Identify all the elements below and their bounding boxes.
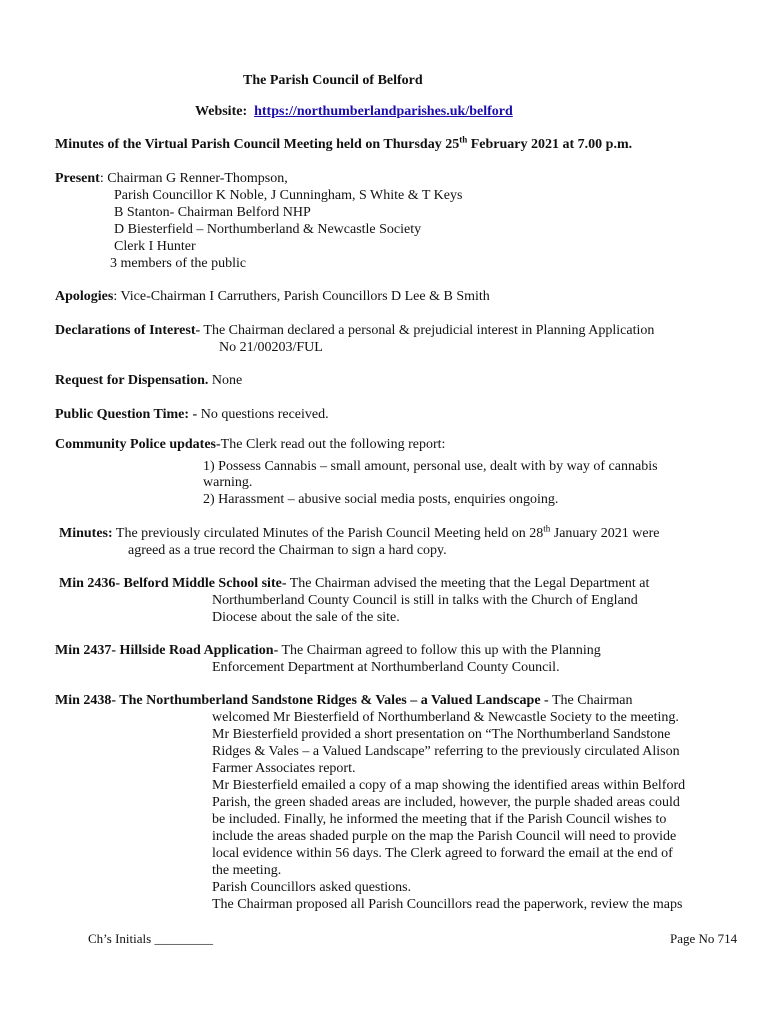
page-number: Page No 714 [670,931,738,946]
min-2438-line-6: Mr Biesterfield emailed a copy of a map showing the identified areas within Belford [212,778,686,793]
police-updates: Community Police updates-The Clerk read out the following report: [55,437,446,452]
present-line-2: Parish Councillor K Noble, J Cunningham, S White & T Keys [114,188,463,203]
present-label: Present [55,171,100,186]
police-item-1: 1) Possess Cannabis – small amount, personal use, dealt with by way of cannabis [203,459,658,474]
present-line-1: Present: Chairman G Renner-Thompson, [55,171,288,186]
min-2438-line-11: the meeting. [212,863,282,878]
public-question-time: Public Question Time: - No questions received. [55,407,329,422]
present-line-6: 3 members of the public [110,256,247,271]
apologies: Apologies: Vice-Chairman I Carruthers, Parish Councillors D Lee & B Smith [55,289,490,304]
min-2438-line-8: be included. Finally, he informed the meeting that if the Parish Council wishes to [212,812,667,827]
present-line-3: B Stanton- Chairman Belford NHP [114,205,311,220]
minutes-line-2: agreed as a true record the Chairman to sign a hard copy. [128,543,447,558]
min-2438-line-5: Farmer Associates report. [212,761,356,776]
min-2438-line-7: Parish, the green shaded areas are included, however, the purple shaded areas could [212,795,680,810]
min-2436-line-3: Diocese about the sale of the site. [212,610,400,625]
min-2438-line-10: local evidence within 56 days. The Clerk agreed to forward the email at the end of [212,846,673,861]
present-line-5: Clerk I Hunter [114,239,196,254]
dispensation: Request for Dispensation. None [55,373,243,388]
police-item-2: 2) Harassment – abusive social media posts, enquiries ongoing. [203,492,559,507]
website-line [195,103,513,120]
min-2437-line-2: Enforcement Department at Northumberland County Council. [212,660,560,675]
min-2438-line-2: welcomed Mr Biesterfield of Northumberland & Newcastle Society to the meeting. [212,710,679,725]
initials-field: Ch’s Initials _________ [88,931,213,946]
website-label: Website: [195,104,248,119]
min-2437-line-1: Min 2437- Hillside Road Application- The Chairman agreed to follow this up with the Planning [55,643,601,658]
min-2438-line-13: The Chairman proposed all Parish Councillors read the paperwork, review the maps [212,897,683,912]
present-line-4: D Biesterfield – Northumberland & Newcastle Society [114,222,422,237]
meeting-title: Minutes of the Virtual Parish Council Meeting held on Thursday 25th February 2021 at 7.00 p.m. [55,134,633,152]
declarations-line-1: Declarations of Interest- The Chairman declared a personal & prejudicial interest in Planning Application [55,323,655,338]
website-link[interactable]: https://northumberlandparishes.uk/belford [254,104,513,119]
min-2438-line-3: Mr Biesterfield provided a short presentation on “The Northumberland Sandstone [212,727,671,742]
police-item-1-cont: warning. [203,475,253,490]
min-2436-line-2: Northumberland County Council is still in talks with the Church of England [212,593,638,608]
min-2436-line-1: Min 2436- Belford Middle School site- The Chairman advised the meeting that the Legal Department at [59,576,650,591]
minutes-line-1: Minutes: The previously circulated Minutes of the Parish Council Meeting held on 28th January 2021 were [59,523,660,541]
min-2438-line-9: include the areas shaded purple on the map the Parish Council will need to provide [212,829,677,844]
declarations-line-2: No 21/00203/FUL [219,340,323,355]
council-name: The Parish Council of Belford [243,73,423,88]
min-2438-line-1: Min 2438- The Northumberland Sandstone Ridges & Vales – a Valued Landscape - The Chairman [55,693,633,708]
min-2438-line-12: Parish Councillors asked questions. [212,880,412,895]
min-2438-line-4: Ridges & Vales – a Valued Landscape” referring to the previously circulated Alison [212,744,680,759]
